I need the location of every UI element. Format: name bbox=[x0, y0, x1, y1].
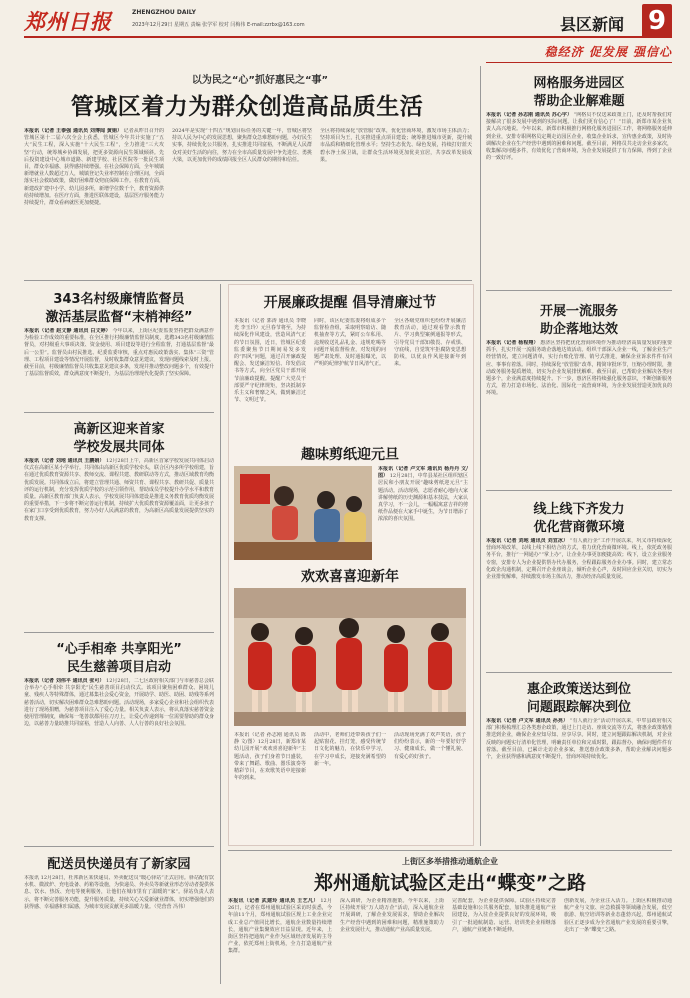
left-vertical-rule bbox=[220, 284, 221, 984]
a343-title-1: 343名村级廉情监督员 bbox=[53, 292, 185, 307]
policy-byline: 本报讯（记者 卢文军 通讯员 孙亮） bbox=[486, 718, 569, 724]
middle-col-1: 本报讯（记者 郭涛 通讯员 李晓光 李玉玲）元旦春节将至，为持续深化作风建设，营造风清气正的节日氛围，近日，管城区纪委监委聚焦节日期间易发多发的“四风”问题，通过召开廉政提醒会、发送廉洁短信、印发倡议书等方式，向全区党员干部开展节前廉政提醒。提醒广大党员干部要严守纪律规矩，坚决抵制享乐主义和奢靡之风，做到廉洁过节、文明过节。 bbox=[234, 318, 306, 404]
date-line: 2023年12月29日 星期五 责编 张学军 校对 闫梅伟 E-mail:zzrbx@163.com bbox=[132, 22, 305, 28]
a343-rule bbox=[24, 412, 214, 413]
middle-title: 开展廉政提醒 倡导清廉过节 bbox=[263, 295, 437, 311]
newspaper-logo bbox=[24, 6, 124, 32]
middle-col-3: 全区各级党组织也纷纷开展廉洁教育活动，通过观看警示教育片、学习典型案例通报等形式，引导党员干部知敬畏、存戒惧、守底线，自觉筑牢拒腐防变思想防线，以优良作风迎接新年到来。 bbox=[394, 318, 466, 368]
firstclass-title-1: 开展一流服务 bbox=[539, 304, 618, 319]
slogan-text: 稳经济 促发展 强信心 bbox=[544, 45, 672, 59]
right-vertical-rule bbox=[480, 66, 481, 846]
heart-byline: 本报讯（记者 刘伟平 通讯员 张可） bbox=[24, 678, 105, 684]
school-rule bbox=[24, 632, 214, 633]
heart-title-2: 民生慈善项目启动 bbox=[66, 660, 171, 675]
lead-body-3: 全区将持续深化“放管服”改革，优化营商环境，激发市场主体活力；坚持项目为王，扎实推进重点项目建设；统筹推进城市更新，提升城市品质和精细化管理水平；坚持生态优先、绿色发展，持续打好蓝天碧水净土保卫战，让群众生活环境更加优美宜居，共享改革发展成果。 bbox=[320, 128, 472, 163]
policy-title-1: 惠企政策送达到位 bbox=[526, 682, 631, 697]
online-rule bbox=[486, 672, 672, 673]
school-title-2: 学校发展共同体 bbox=[73, 440, 165, 455]
policy-title-2: 问题跟踪解决到位 bbox=[526, 700, 631, 715]
grid-rule bbox=[486, 290, 672, 291]
newyear-illustration bbox=[234, 588, 466, 726]
newyear-photo bbox=[234, 588, 466, 726]
bottom-byline: 本报讯（记者 武建玲 通讯员 王艺凡） bbox=[228, 898, 319, 904]
bottom-col-4: 创新发展，为企业注入活力。上街区积极推动通航产业与文旅、应急救援等领域融合发展，低空旅游、航空培训等新业态蓬勃兴起，郑州通航试验区正逐步成为全省通航产业发展的重要引擎，走出了一条“蝶变”之路。 bbox=[564, 898, 672, 933]
heart-rule bbox=[24, 846, 214, 847]
bottom-col-2: 深入调研，为企业精准施策。今年以来，上街区持续开展“万人助万企”活动，深入通航企业开展调研，了解企业发展需求，帮助企业解决生产经营中遇到的困难和问题，精准施策助力企业发展壮大，推动通航产业高质量发展。 bbox=[340, 898, 444, 933]
online-body bbox=[486, 538, 672, 668]
a343-text: 今年以来，上街区纪委监委坚持把群众满意作为检验工作成效的重要标准，在全区推行村级廉情监督员制度，选聘343名村级廉情监督员，对村级重大事项决策、资金使用、项目建设等进行全程监督，打通基层监督“最后一公里”。监督员由村民推选、纪委监委审核，重点对惠民政策落实、集体“三资”管理、工程项目建设等情况开展监督，及时收集群众意见建议，发现问题线索及时上报。截至目前，村级廉情监督员共收集意见建议多条，发现并推动整改问题多个，有效提升了基层监督质效，群众满意度不断提升，为基层治理现代化提供了坚实保障。 bbox=[24, 328, 214, 378]
lead-body-2: 2024年是实现“十四五”规划目标任务的关键一年，管城区将坚持以人民为中心的发展思想，聚焦群众急难愁盼问题，办好民生实事，持续优化公共服务，扎实推进共同富裕，不断满足人民群众对美好生活的向往，努力在全市高质量发展中争先进位、勇挑大梁，以更加优异的成绩回报全区人民群众的期待和信任。 bbox=[172, 128, 312, 163]
newyear-title: 欢欢喜喜迎新年 bbox=[301, 569, 399, 585]
papercut-byline: 本报讯（记者 卢文军 通讯员 杨丹丹 文/图） bbox=[378, 466, 468, 480]
school-text: 12月28日上午，高新区首家学校发展共同体启动仪式在高新区某小学举行。共同体由高新区优质学校牵头，联合区内多所学校组建，旨在通过优质教育资源共享、教师交流、课程共建、教研联动等方式，推动区域教育均衡优质发展。共同体成立后，将建立管理共通、师资共育、课程共享、教研共促、质量共评的运行机制，充分发挥优质学校的示范引领作用，帮助成员学校提升办学水平和教育质量。高新区教育部门负责人表示，学校发展共同体建设是推进义务教育优质均衡发展的重要举措，下一步将不断完善运行机制，持续扩大优质教育资源覆盖面，让更多孩子在家门口享受到优质教育，努力办好人民满意的教育，为高新区高质量发展提供坚实的教育支撑。 bbox=[24, 458, 214, 522]
lead-col-3 bbox=[320, 128, 472, 276]
logo-text: 郑州日报 bbox=[24, 9, 112, 34]
papercut-body: 12月28日，中牟县某社区组织辖区居民和小朋友开展“趣味剪纸迎元旦”主题活动。活动现场，志愿者耐心地向大家讲解剪纸的历史渊源和基本技法，大家认真学习，不一会儿，一幅幅寓意吉祥的剪纸作品便在大家手中诞生，为节日增添了浓浓的喜庆氛围。 bbox=[378, 473, 468, 523]
heart-title-1: “心手相牵 共享阳光” bbox=[56, 642, 182, 657]
school-body bbox=[24, 458, 214, 626]
a343-body bbox=[24, 328, 214, 408]
bottom-col-3: 完善配套，为企业提供保障。试验区持续完善基础设施和公共服务配套，加快推进通航产业园建设，为入驻企业提供良好的发展环境，吸引了一批通航制造、运营、培训类企业相继落户，通航产业链条不断延伸。 bbox=[452, 898, 556, 933]
papercut-illustration bbox=[234, 466, 372, 560]
section-name: 县区新闻 bbox=[560, 15, 625, 34]
grid-byline: 本报讯（记者 孙志刚 通讯员 苏心宇） bbox=[486, 112, 573, 118]
online-title-2: 优化营商微环境 bbox=[533, 520, 625, 535]
grid-title-1: 网格服务进园区 bbox=[533, 76, 625, 91]
online-title-1: 线上线下齐发力 bbox=[533, 502, 625, 517]
grid-text: “网格员不仅送来政策上门，还及时帮我们对接解决了很多发展中遇到的实际问题。让我们更有信心了！”日前，新郑市某企业负责人高兴地说。今年以来，新郑市积极推行网格化服务进园区工作，将网格服务延伸到企业，安排专职网格员定期走访园区企业，收集企业诉求，宣传惠企政策，及时协调解决企业在生产经营中遇到的困难和问题。截至目前，网格员共走访企业多家次，收集解决问题多件，有效优化了营商环境，为企业发展提供了有力保障，得到了企业的一致好评。 bbox=[486, 112, 672, 162]
policy-text: “有人就行企”活动开展以来，中牟县政府相关部门积极梳理汇总各类惠企政策，通过上门走访、座谈交流等方式，将惠企政策精准推送到企业，确保企业应知尽知、应享尽享。同时，建立问题跟踪解决机制，对企业反映的问题实行清单化管理，明确责任单位和完成时限，跟踪督办，确保问题件件有着落。截至目前，已累计走访企业多家，推送惠企政策多条，帮助企业解决问题多个，企业获得感和满意度不断提升，营商环境持续优化。 bbox=[486, 718, 672, 761]
lead-headline: 管城区着力为群众创造高品质生活 bbox=[70, 94, 424, 120]
bottom-text-1: 12月26日，记者在郑州通航试验区采访时获悉，今年前11个月，郑州通航试验区规上工业企业完成工业总产值同比增长，通航企业数量持续增长，通航产业集聚效应日益显现。近年来，上街区坚持把通航产业作为区域经济发展的主导产业，依托郑州上街机场，全力打造通航产业集群。 bbox=[228, 898, 332, 955]
slogan-banner bbox=[486, 43, 672, 59]
page-number-box bbox=[642, 4, 672, 38]
school-byline: 本报讯（记者 刘地 通讯员 王鹏娟） bbox=[24, 458, 105, 464]
firstclass-text: 惠济区坚持把优化营商环境作为推动经济高质量发展的重要抓手，扎实开展一流服务助企落地达效活动。组织干部深入企业一线，了解企业生产经营情况，建立问题清单，实行台账化管理、销号式推进，确保企业诉求件件有回应、事事有着落。同时，持续深化“放管服”改革，精简审批环节，压缩办理时限，推动政务服务提质增效，切实为企业发展排忧解难。截至目前，已帮助企业解决各类问题多个，企业满意度持续提升。下一步，惠济区将持续强化服务意识，不断创新服务方式，着力打造市场化、法治化、国际化一流营商环境，为企业发展营造更加优良的环境。 bbox=[486, 340, 672, 397]
newyear-caption-2: 活动中，老师们还带领孩子们一起贴窗花、挂灯笼，感受传统节日文化的魅力，在快乐中学习，在学习中成长，迎接充满希望的新一年。 bbox=[314, 732, 386, 767]
firstclass-byline: 本报讯（记者 杨程翔） bbox=[486, 340, 539, 346]
bottom-headline: 郑州通航试验区走出“蝶变”之路 bbox=[314, 872, 586, 894]
school-title-1: 高新区迎来首家 bbox=[73, 422, 165, 437]
firstclass-title-2: 助企落地达效 bbox=[539, 322, 618, 337]
firstclass-rule bbox=[486, 490, 672, 491]
lead-byline: 本报讯（记者 王泰强 通讯员 刘博闻 黄娟） bbox=[24, 128, 123, 134]
banner-rule bbox=[486, 62, 672, 63]
policy-body bbox=[486, 718, 672, 840]
middle-col-2: 同时，该区纪委监委将组成多个监督检查组，采取明察暗访、随机抽查等方式，紧盯公车私用、违规收送礼品礼金、违规吃喝等问题开展监督检查，对发现的问题严肃处理、及时通报曝光，以严明的纪律护航节日风清气正。 bbox=[314, 318, 386, 368]
bottom-kicker: 上街区多举措推动通航企业 bbox=[402, 857, 498, 866]
en-name: ZHENGZHOU DAILY bbox=[132, 9, 196, 16]
papercut-title: 趣味剪纸迎元旦 bbox=[301, 447, 399, 463]
express-title: 配送员快递员有了新家园 bbox=[47, 857, 191, 872]
papercut-text bbox=[378, 466, 468, 560]
lead-kicker: 以为民之“心”抓好惠民之“事” bbox=[191, 75, 329, 86]
grid-body bbox=[486, 112, 672, 284]
papercut-photo bbox=[234, 466, 372, 560]
a343-title-2: 激活基层监督“末梢神经” bbox=[45, 310, 193, 325]
lead-col-1 bbox=[24, 128, 164, 276]
bottom-col-1 bbox=[228, 898, 332, 986]
newyear-caption-3: 活动现场充满了欢声笑语，孩子们纷纷表示，新的一年要好好学习、健康成长，做一个懂礼貌、有爱心的好孩子。 bbox=[394, 732, 466, 760]
newyear-caption-1: 本报讯（记者 孙志刚 通讯员 陈静 文/图）12月28日，新郑市某幼儿园开展“欢欢喜喜迎新年”主题活动，孩子们身着节日盛装，带来了舞蹈、歌曲、器乐演奏等精彩节目，在欢歌笑语中迎接新年的到来。 bbox=[234, 732, 306, 782]
grid-title-2: 帮助企业解难题 bbox=[533, 94, 625, 109]
express-body: 本报讯 12月28日，杜邦新区某快递员、外卖配送员“暖心驿站”正式启用。驿站配有饮水机、微波炉、充电设备、药箱等设施，为快递员、外卖员等新就业形态劳动者提供休息、饮水、热饭、充电等便利服务，让他们在城市里有了温暖的“家”。驿站负责人表示，将不断完善服务功能，提升服务质量，持续关心关爱新就业群体，切实增强他们的获得感、幸福感和归属感，为城市发展贡献更多温暖力量。（党营营 冯伟） bbox=[24, 875, 214, 910]
lead-bottom-rule bbox=[24, 280, 472, 281]
firstclass-body bbox=[486, 340, 672, 492]
bottom-top-rule bbox=[228, 850, 672, 851]
page-number: 9 bbox=[647, 6, 667, 36]
masthead-rule bbox=[24, 36, 672, 38]
online-text: “有人就行企”工作开展以来，巩义市持续深化营商环境改革，以线上线下相结合的方式，着力优化营商微环境。线上，依托政务服务平台，推行“一网通办”“掌上办”，让企业办事更加便捷高效；线下，设立企业服务专窗，安排专人为企业提供帮办代办服务，全程跟踪服务企业办事。同时，建立常态化政企沟通机制，定期召开企业座谈会，倾听企业心声，及时回应企业关切，切实为企业排忧解难，持续激发市场主体活力，推动经济高质量发展。 bbox=[486, 538, 672, 581]
heart-text: 12月28日，二七区政府相关部门与市慈善总会联合举办“心手相牵 共享阳光”民生慈善项目启动仪式。该项目聚焦困难群众、困境儿童、残疾人等特殊群体，通过募集社会爱心资金，开展助学、助医、助困、助残等系列慈善活动，切实解决困难群众急难愁盼问题。活动现场，多家爱心企业和社会组织代表进行了现场捐赠，为慈善项目注入了爱心力量。相关负责人表示，将认真落实慈善资金使用管理制度，确保每一笔善款都用在刀刃上，让爱心传递到每一位需要帮助的群众身边，以慈善力量助推共同富裕，营造人人向善、人人行善的良好社会氛围。 bbox=[24, 678, 214, 728]
a343-byline: 本报讯（记者 赵文静 通讯员 白文婷） bbox=[24, 328, 111, 334]
heart-body bbox=[24, 678, 214, 838]
online-byline: 本报讯（记者 刘地 通讯员 刘宜冰） bbox=[486, 538, 569, 544]
lead-body-1: 记者从昨日召开的管城区第十二届六次全会上获悉，管城区今年共计实施了“五大”民生工程，深入实施“十大民生工程”，全力推进“三大攻坚”行动，统筹城乡协调发展，把更多资源向民生领域倾斜。先后投资建设中心城市道路、新建学校、社区医院等一批民生项目，群众幸福感、获得感持续增强。在社会保障方面，全年城镇新增就业人数超过万人，城镇登记失业率控制在合理区间，全面落实社会救助政策，做好困难群众兜底保障工作。在教育方面，新建改扩建中小学、幼儿园多所，新增学位数千个，教育资源供给持续增加。在医疗方面，推进医联体建设，基层医疗服务能力持续提升，群众看病就医更加便捷。 bbox=[24, 128, 164, 207]
lead-col-2 bbox=[172, 128, 312, 276]
